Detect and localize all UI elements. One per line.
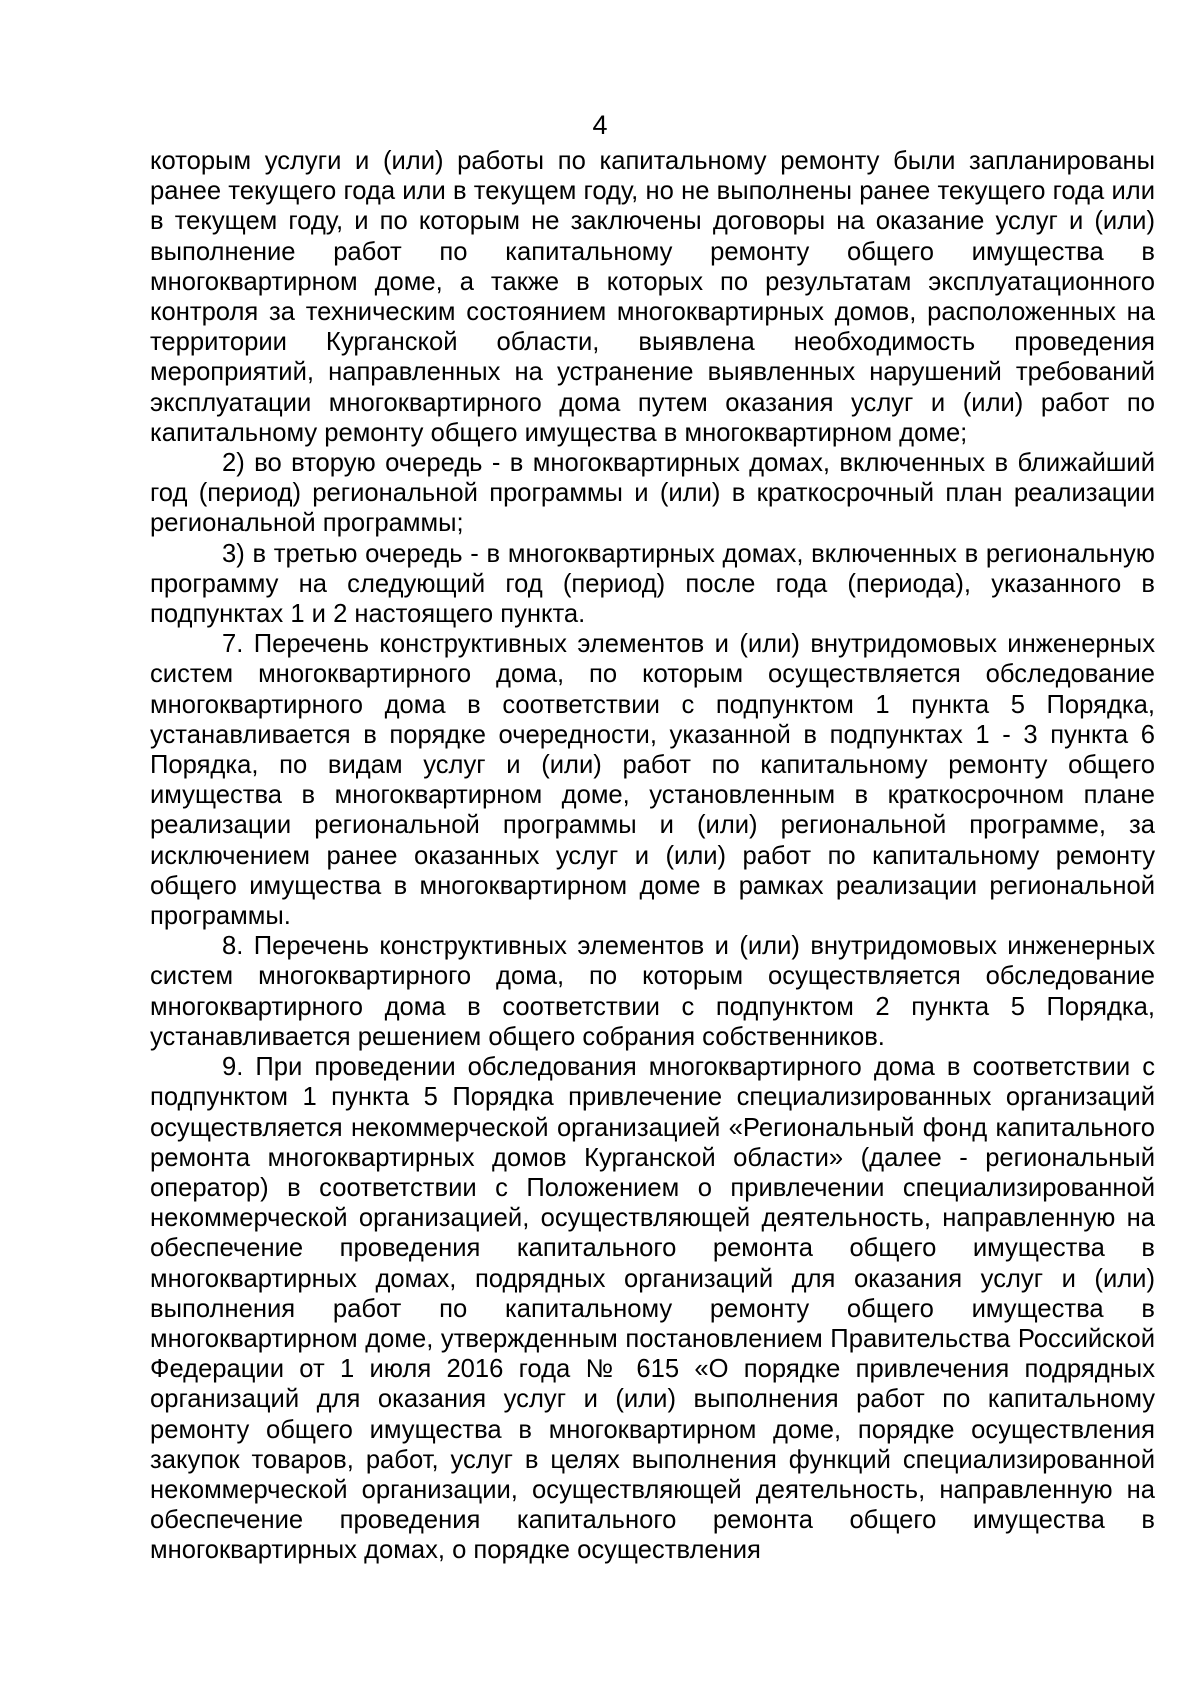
paragraph-clause-8: 8. Перечень конструктивных элементов и (или) внутридомовых инженерных систем многоквартирного дома, по которым осуществляется обследование многоквартирного дома в соответствии с подпунктом 2 пункта 5 Порядка, устанавливается решением общего собрания собственников. xyxy=(150,932,1155,1051)
paragraph-item-3: 3) в третью очередь - в многоквартирных домах, включенных в региональную программу на следующий год (период) после года (периода), указанного в подпунктах 1 и 2 настоящего пункта. xyxy=(150,539,1155,629)
paragraph-item-2: 2) во вторую очередь - в многоквартирных домах, включенных в ближайший год (период) региональной программы и (или) в краткосрочный план реализации региональной программы; xyxy=(150,449,1155,538)
document-body xyxy=(150,146,1155,1566)
paragraph-clause-7: 7. Перечень конструктивных элементов и (или) внутридомовых инженерных систем многоквартирного дома, по которым осуществляется обследование многоквартирного дома в соответствии с подпунктом 1 пункта 5 Порядка, устанавливается в порядке очередности, указанной в подпунктах 1 - 3 пункта 6 Порядка, по видам услуг и (или) работ по капитальному ремонту общего имущества в многоквартирном доме, установленным в краткосрочном плане реализации региональной программы и (или) региональной программе, за исключением ранее оказанных услуг и (или) работ по капитальному ремонту общего имущества в многоквартирном доме в рамках реализации региональной программы. xyxy=(150,630,1155,931)
page-number: 4 xyxy=(592,110,608,140)
paragraph-continuation: которым услуги и (или) работы по капитальному ремонту были запланированы ранее текущего года или в текущем году, но не выполнены ранее текущего года или в текущем году, и по которым не заключены договоры на оказание услуг и (или) выполнение работ по капитальному ремонту общего имущества в многоквартирном доме, а также в которых по результатам эксплуатационного контроля за техническим состоянием многоквартирных домов, расположенных на территории Курганской области, выявлена необходимость проведения мероприятий, направленных на устранение выявленных нарушений требований эксплуатации многоквартирного дома путем оказания услуг и (или) работ по капитальному ремонту общего имущества в многоквартирном доме; xyxy=(150,147,1155,447)
paragraph-clause-9: 9. При проведении обследования многоквартирного дома в соответствии с подпунктом 1 пункта 5 Порядка привлечение специализированных организаций осуществляется некоммерческой организацией «Региональный фонд капитального ремонта многоквартирных домов Курганской области» (далее - региональный оператор) в соответствии с Положением о привлечении специализированной некоммерческой организацией, осуществляющей деятельность, направленную на обеспечение проведения капитального ремонта общего имущества в многоквартирных домах, подрядных организаций для оказания услуг и (или) выполнения работ по капитальному ремонту общего имущества в многоквартирном доме, утвержденным постановлением Правительства Российской Федерации от 1 июля 2016 года № 615 «О порядке привлечения подрядных организаций для оказания услуг и (или) выполнения работ по капитальному ремонту общего имущества в многоквартирном доме, порядке осуществления закупок товаров, работ, услуг в целях выполнения функций специализированной некоммерческой организации, осуществляющей деятельность, направленную на обеспечение проведения капитального ремонта общего имущества в многоквартирных домах, о порядке осуществления xyxy=(150,1053,1155,1565)
